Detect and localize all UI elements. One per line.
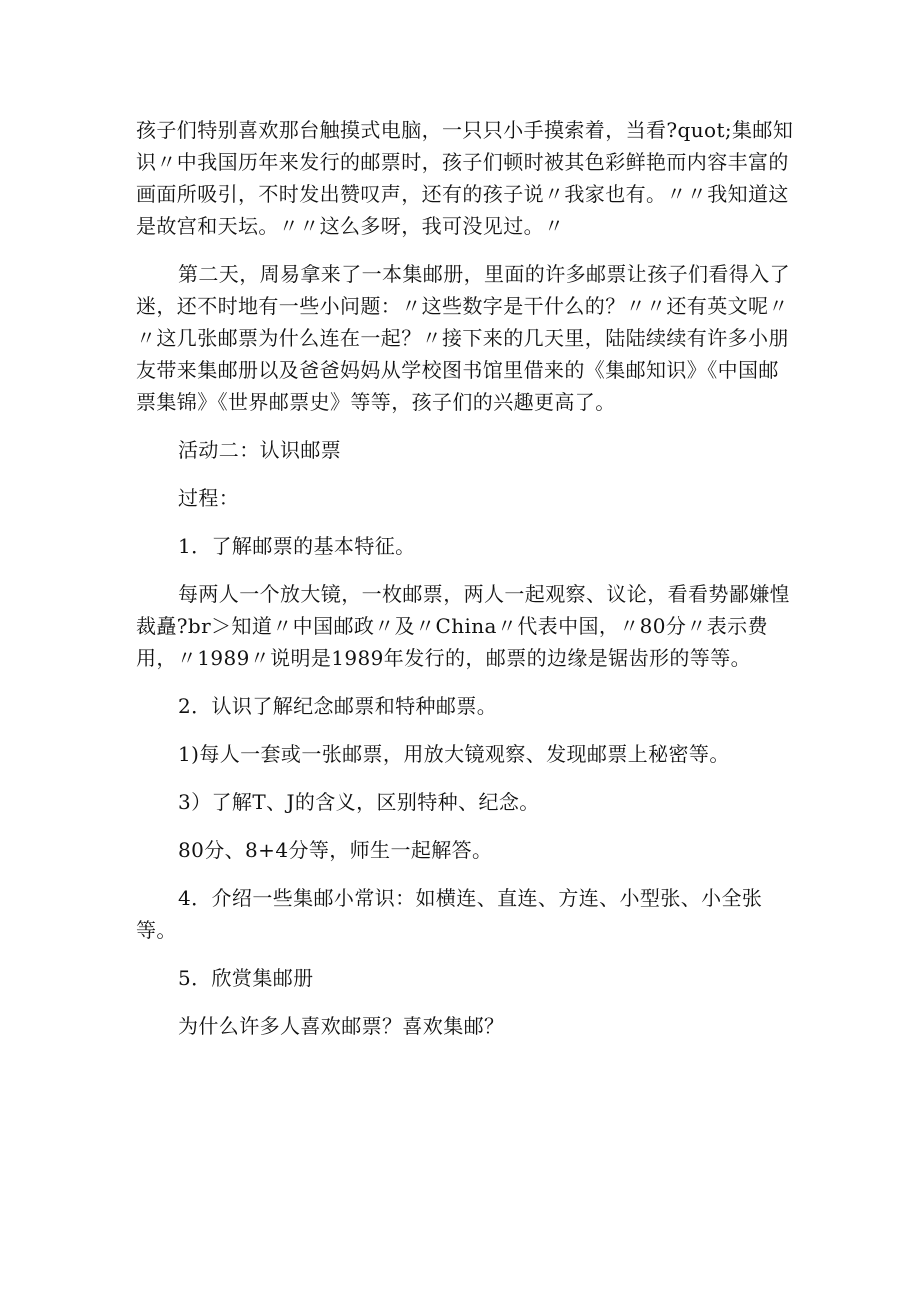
section-heading-activity-two: 活动二：认识邮票 (178, 438, 342, 462)
substep-1: 1)每人一套或一张邮票，用放大镜观察、发现邮票上秘密等。 (178, 742, 730, 766)
paragraph-2: 第二天，周易拿来了一本集邮册，里面的许多邮票让孩子们看得入了迷，还不时地有一些小问题：〃这些数字是干什么的？〃〃还有英文呢〃〃这几张邮票为什么连在一起？〃接下来的几天里，陆陆续续有许多小朋友带来集邮册以及爸爸妈妈从学校图书馆里借来的《集邮知识》《中国邮票集锦》《世界邮票史》等等，孩子们的兴趣更高了。 (136, 262, 790, 414)
document-body (136, 114, 796, 1042)
step-4: 4．介绍一些集邮小常识：如横连、直连、方连、小型张、小全张等。 (136, 886, 763, 942)
paragraph-fees: 80分、8+4分等，师生一起解答。 (178, 838, 493, 862)
step-1: 1．了解邮票的基本特征。 (178, 534, 416, 558)
paragraph-1: 孩子们特别喜欢那台触摸式电脑，一只只小手摸索着，当看?quot;集邮知识〃中我国历年来发行的邮票时，孩子们顿时被其色彩鲜艳而内容丰富的画面所吸引，不时发出赞叹声，还有的孩子说〃我家也有。〃〃我知道这是故宫和天坛。〃〃这么多呀，我可没见过。〃 (136, 118, 794, 238)
closing-question: 为什么许多人喜欢邮票？喜欢集邮？ (178, 1014, 505, 1038)
substep-3: 3）了解T、J的含义，区别特种、纪念。 (178, 790, 540, 814)
process-label: 过程： (178, 486, 240, 510)
paragraph-observation: 每两人一个放大镜，一枚邮票，两人一起观察、议论，看看势鄙嫌惶裁矗?br＞知道〃中国邮政〃及〃China〃代表中国，〃80分〃表示费用，〃1989〃说明是1989年发行的，邮票的边缘是锯齿形的等等。 (136, 582, 790, 670)
step-5: 5．欣赏集邮册 (178, 966, 314, 990)
step-2: 2．认识了解纪念邮票和特种邮票。 (178, 694, 498, 718)
